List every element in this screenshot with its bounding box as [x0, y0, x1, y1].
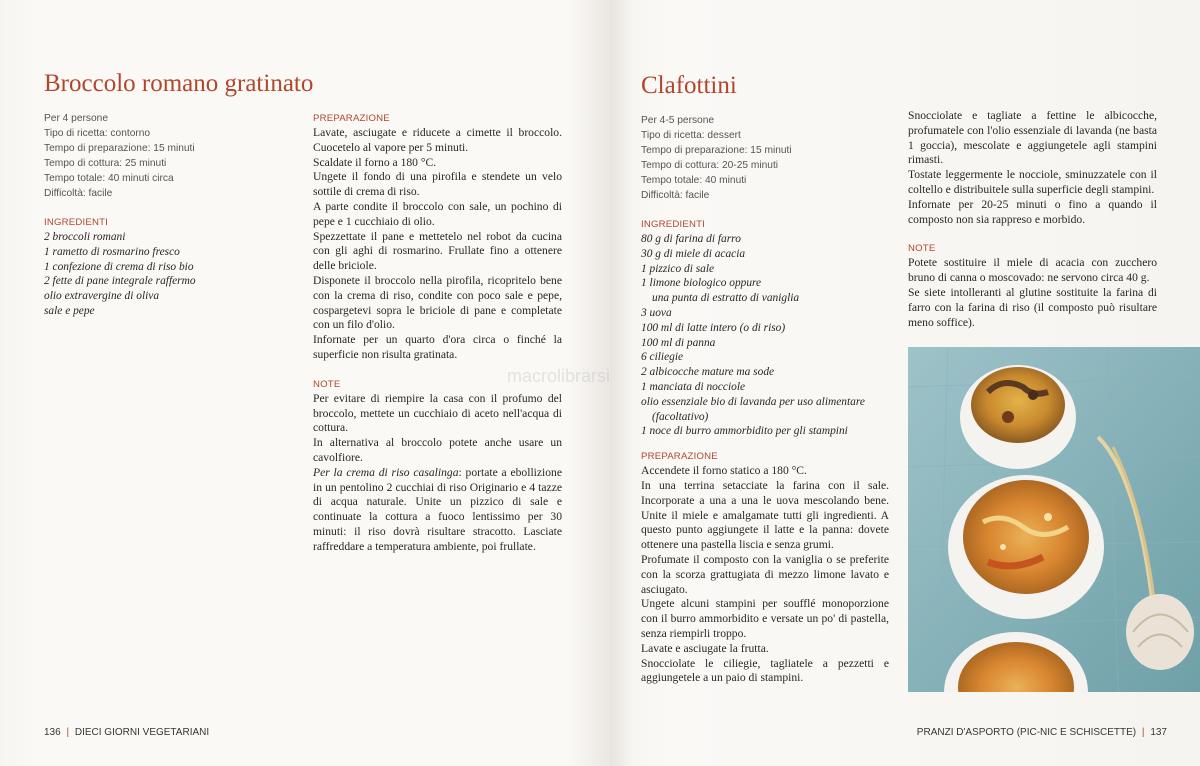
preparation-step: Profumate il composto con la vaniglia o se preferite con la scorza grattugiata di mezzo limone lavato e asciugato. — [641, 552, 889, 596]
meta-cook-time: Tempo di cottura: 20-25 minuti — [641, 160, 779, 171]
meta-cook-time: Tempo di cottura: 25 minuti — [44, 158, 167, 169]
ingredients-section — [641, 217, 891, 686]
ingredients-list — [44, 230, 294, 319]
meta-difficulty: Difficoltà: facile — [641, 190, 710, 201]
preparation-text-continued — [908, 109, 1157, 227]
preparation-heading: PREPARAZIONE — [641, 451, 718, 463]
note-paragraph: Per evitare di riempire la casa con il profumo del broccolo, mettete un cucchiaio di aceto nell'acqua di cottura. — [313, 391, 562, 435]
note-text — [908, 256, 1157, 330]
footer-separator: | — [66, 727, 70, 738]
preparation-step: Spezzettate il pane e mettetelo nel robot da cucina con gli aghi di rosmarino. Frullate fino a ottenere delle briciole. — [313, 229, 562, 273]
ingredient-item: 3 uova — [641, 306, 672, 319]
preparation-step: Scaldate il forno a 180 °C. — [313, 155, 437, 169]
ingredient-item: 2 albicocche mature ma sode — [641, 366, 775, 379]
meta-difficulty: Difficoltà: facile — [44, 188, 113, 199]
recipe-title-broccolo: Broccolo romano gratinato — [44, 70, 314, 97]
footer-chapter: PRANZI D'ASPORTO (PIC-NIC E SCHISCETTE) — [916, 727, 1137, 738]
meta-servings: Per 4 persone — [44, 113, 108, 124]
preparation-text — [641, 464, 889, 686]
ingredient-item: 6 ciliegie — [641, 351, 684, 364]
preparation-step: A parte condite il broccolo con sale, un pochino di pepe e 1 cucchiaio di olio. — [313, 199, 562, 228]
footer-chapter: DIECI GIORNI VEGETARIANI — [74, 727, 210, 738]
ingredient-item: 1 manciata di nocciole — [641, 380, 746, 393]
page-number: 136 — [44, 727, 61, 738]
footer-separator: | — [1141, 727, 1145, 738]
preparation-section — [313, 111, 562, 555]
preparation-step: Infornate per 20-25 minuti o fino a quando il composto non sia rappreso e morbido. — [908, 197, 1157, 226]
clafoutis-photo-illustration — [908, 347, 1200, 692]
right-footer — [917, 727, 1167, 738]
recipe-title-clafottini: Clafottini — [641, 72, 737, 99]
note-italic: Per la crema di riso casalinga — [313, 465, 459, 479]
preparation-step: Snocciolate e tagliate a fettine le albicocche, profumatele con l'olio essenziale di lavanda (ne basta 1 goccia), mescolate e aggiungetele agli stampini rimasti. — [908, 109, 1157, 167]
ingredient-item: 1 pizzico di sale — [641, 262, 715, 275]
ingredient-item: 80 g di farina di farro — [641, 233, 741, 245]
ingredient-item: sale e pepe — [44, 304, 95, 317]
ingredients-section — [44, 215, 294, 319]
watermark-logo — [507, 366, 667, 396]
meta-prep-time: Tempo di preparazione: 15 minuti — [641, 145, 792, 156]
left-footer — [44, 727, 209, 738]
page-number: 137 — [1150, 727, 1167, 738]
ingredient-item: 100 ml di panna — [641, 336, 716, 349]
note-heading: NOTE — [313, 378, 341, 390]
meta-total-time: Tempo totale: 40 minuti circa — [44, 173, 174, 184]
ingredient-item: (facoltativo) — [652, 410, 709, 423]
ingredient-item: una punta di estratto di vaniglia — [652, 292, 800, 305]
ingredients-list — [641, 232, 891, 439]
preparation-step: Ungete il fondo di una pirofila e stendete un velo sottile di crema di riso. — [313, 170, 562, 199]
ingredients-heading: INGREDIENTI — [641, 219, 706, 230]
recipe-meta — [641, 113, 792, 203]
preparation-step: Lavate, asciugate e riducete a cimette il broccolo. Cuocetelo al vapore per 5 minuti. — [313, 126, 562, 154]
watermark-text: macrolibrarsi — [507, 366, 611, 386]
right-page — [610, 0, 1200, 766]
note-paragraph: In alternativa al broccolo potete anche usare un cavolfiore. — [313, 436, 562, 464]
note-rest: : portate a ebollizione in un pentolino 2 cucchiai di riso Originario e 4 tazze di acqua naturale. Unite un pizzico di sale e continuate la cottura a fuoco lentissimo per 30 minuti: il riso dovrà risultare stracotto. Lasciate raffreddare a temperatura ambiente, poi frullate. — [313, 465, 562, 553]
note-text — [313, 392, 562, 555]
ingredient-item: 30 g di miele di acacia — [641, 247, 746, 260]
preparation-step: Snocciolate le ciliegie, tagliatele a pezzetti e aggiungetele a un paio di stampini. — [641, 656, 889, 685]
preparation-step: In una terrina setacciate la farina con il sale. Incorporate a una a una le uova mescolando bene. Unite il miele e amalgamate tutti gli ingredienti. A questo punto aggiungete il latte e la panna: dovete ottenere una pastella liscia e senza grumi. — [641, 478, 889, 552]
recipe-photo — [908, 347, 1200, 692]
ingredient-item: olio extravergine di oliva — [44, 290, 160, 303]
ingredients-heading: INGREDIENTI — [44, 217, 109, 228]
ingredient-item: 100 ml di latte intero (o di riso) — [641, 321, 786, 334]
ingredient-item: 1 rametto di rosmarino fresco — [44, 245, 180, 258]
preparation-continued — [908, 109, 1157, 330]
ingredient-item: 2 broccoli romani — [44, 231, 126, 243]
preparation-step: Tostate leggermente le nocciole, sminuzzatele con il coltello e distribuitele sulla superficie degli stampini. — [908, 168, 1157, 196]
preparation-text — [313, 126, 562, 363]
ingredient-item: 2 fette di pane integrale raffermo — [44, 275, 196, 288]
preparation-step: Accendete il forno statico a 180 °C. — [641, 464, 807, 478]
preparation-step: Ungete alcuni stampini per soufflé monoporzione con il burro ammorbidito e versate un po' di pastella, senza riempirli troppo. — [641, 597, 889, 640]
note-heading: NOTE — [908, 243, 936, 255]
note-paragraph — [313, 466, 562, 555]
note-paragraph: Se siete intolleranti al glutine sostituite la farina di farro con la farina di riso (il composto può risultare meno soffice). — [908, 285, 1157, 329]
preparation-heading: PREPARAZIONE — [313, 113, 390, 124]
meta-type: Tipo di ricetta: dessert — [641, 130, 741, 141]
meta-total-time: Tempo totale: 40 minuti — [641, 175, 747, 186]
meta-prep-time: Tempo di preparazione: 15 minuti — [44, 143, 195, 154]
ingredient-item: 1 limone biologico oppure — [641, 277, 762, 290]
note-paragraph: Potete sostituire il miele di acacia con zucchero bruno di canna o moscovado: ne servono circa 40 g. — [908, 256, 1157, 285]
preparation-step: Lavate e asciugate la frutta. — [641, 641, 769, 655]
preparation-step: Infornate per un quarto d'ora circa o finché la superficie non risulta gratinata. — [313, 333, 562, 361]
recipe-meta — [44, 111, 195, 201]
meta-servings: Per 4-5 persone — [641, 115, 715, 126]
ingredient-item: 1 noce di burro ammorbidito per gli stampini — [641, 425, 848, 438]
preparation-step: Disponete il broccolo nella pirofila, ricopritelo bene con la crema di riso, condite con poco sale e pepe, cospargetevi sopra le briciole di pane e completate con un filo d'olio. — [313, 273, 562, 332]
meta-type: Tipo di ricetta: contorno — [44, 128, 151, 139]
ingredient-item: 1 confezione di crema di riso bio — [44, 260, 194, 273]
ingredient-item: olio essenziale bio di lavanda per uso alimentare — [641, 395, 865, 408]
